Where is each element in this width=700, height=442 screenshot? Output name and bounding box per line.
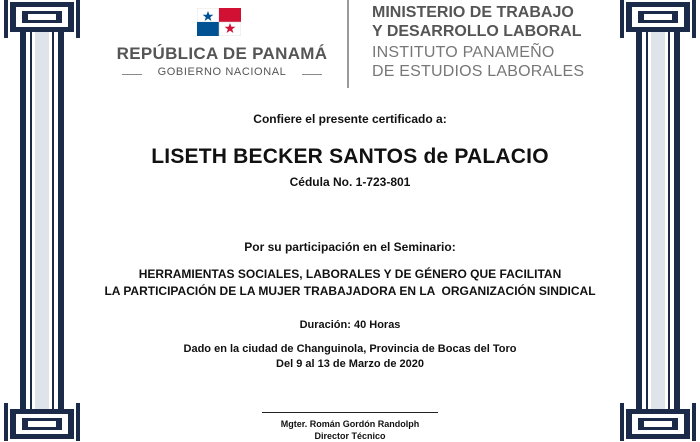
seminar-title-line-1: HERRAMIENTAS SOCIALES, LABORALES Y DE GÉNERO QUE FACILITAN	[138, 267, 562, 281]
signature-block	[100, 418, 600, 442]
institute-line-1: INSTITUTO PANAMEÑO	[372, 44, 555, 61]
divider-line	[122, 74, 142, 75]
id-number: Cédula No. 1-723-801	[289, 175, 411, 189]
institute-line-2: DE ESTUDIOS LABORALES	[372, 63, 585, 80]
institute-title	[372, 43, 602, 81]
issue-location	[100, 342, 600, 372]
ministry-line-2: Y DESARROLLO LABORAL	[372, 23, 582, 40]
dates-text: Del 9 al 13 de Marzo de 2020	[276, 358, 424, 370]
seminar-title	[90, 266, 610, 300]
duration-text: Duración: 40 Horas	[299, 319, 401, 331]
signer-title: Director Técnico	[314, 431, 386, 441]
republic-title: REPÚBLICA DE PANAMÁ	[116, 44, 328, 63]
ministry-title	[372, 3, 602, 41]
participation-text: Por su participación en el Seminario:	[244, 240, 456, 254]
government-row	[118, 66, 326, 82]
header-divider	[347, 0, 349, 88]
government-label: GOBIERNO NACIONAL	[157, 66, 287, 78]
divider-line	[302, 74, 322, 75]
signature-line	[262, 412, 438, 413]
confers-text: Confiere el presente certificado a:	[253, 112, 447, 126]
certificate-header	[0, 0, 700, 95]
recipient-name: LISETH BECKER SANTOS de PALACIO	[151, 145, 549, 168]
signer-name: Mgter. Román Gordón Randolph	[280, 419, 420, 429]
seminar-title-line-2: LA PARTICIPACIÓN DE LA MUJER TRABAJADORA EN LA ORGANIZACIÓN SINDICAL	[104, 284, 596, 298]
panama-flag-icon	[197, 8, 241, 36]
ministry-line-1: MINISTERIO DE TRABAJO	[372, 4, 574, 21]
place-text: Dado en la ciudad de Changuinola, Provincia de Bocas del Toro	[183, 343, 517, 355]
